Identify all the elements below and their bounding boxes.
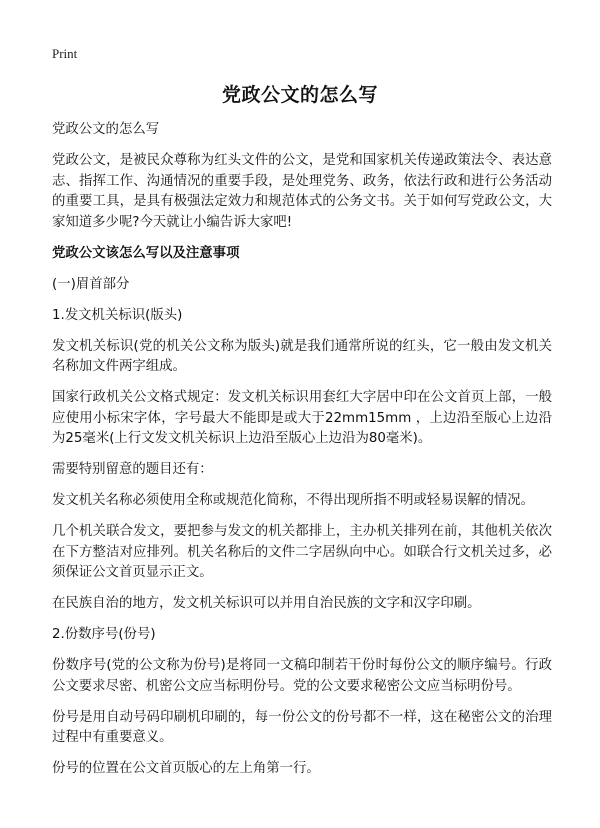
print-link[interactable]: Print [52,46,78,61]
article-body [52,120,552,790]
article-subtitle: 党政公文的怎么写 [52,122,160,137]
page-title: 党政公文的怎么写 [221,84,378,106]
item-two-paragraph-3: 份号的位置在公文首页版心的左上角第一行。 [52,761,320,776]
intro-paragraph: 党政公文，是被民众尊称为红头文件的公文，是党和国家机关传递政策法令、表达意志、指挥工作、沟通情况的重要手段，是处理党务、政务，依法行政和进行公务活动的重要工具，是具有极强法定效力和规范体式的公务文书。关于如何写党政公文，大家知道多少呢?今天就让小编告诉大家吧! [52,153,552,230]
item-one-paragraph-5: 几个机关联合发文，要把参与发文的机关都排上，主办机关排列在前，其他机关依次在下方整洁对应排列。机关名称后的文件二字居纵向中心。如联合行文机关过多，必须保证公文首页显示正文。 [52,524,552,580]
item-two-heading: 2.份数序号(份号) [52,627,156,642]
item-two-paragraph-2: 份号是用自动号码印刷机印刷的，每一份公文的份号都不一样，这在秘密公文的治理过程中有重要意义。 [52,709,552,745]
section-heading: 党政公文该怎么写以及注意事项 [52,245,240,261]
item-one-paragraph-3: 需要特别留意的题目还有： [52,462,213,477]
item-one-heading: 1.发文机关标识(版头) [52,307,183,323]
item-two-paragraph-1: 份数序号(党的公文称为份号)是将同一文稿印制若干份时每份公文的顺序编号。行政公文要求尽密、机密公文应当标明份号。党的公文要求秘密公文应当标明份号。 [52,658,552,694]
item-one-paragraph-6: 在民族自治的地方，发文机关标识可以并用自治民族的文字和汉字印刷。 [52,596,481,611]
item-one-paragraph-1: 发文机关标识(党的机关公文称为版头)就是我们通常所说的红头，它一般由发文机关名称加文件两字组成。 [52,338,552,374]
part-one-heading: (一)眉首部分 [52,276,130,292]
item-one-paragraph-4: 发文机关名称必须使用全称或规范化简称，不得出现所指不明或轻易误解的情况。 [52,493,535,508]
item-one-paragraph-2: 国家行政机关公文格式规定：发文机关标识用套红大字居中印在公文首页上部，一般应使用小标宋字体，字号最大不能即是或大于22mm15mm ，上边沿至版心上边沿为25毫米(上行文发文机关标识上边沿至版心上边沿为80毫米)。 [52,390,552,446]
